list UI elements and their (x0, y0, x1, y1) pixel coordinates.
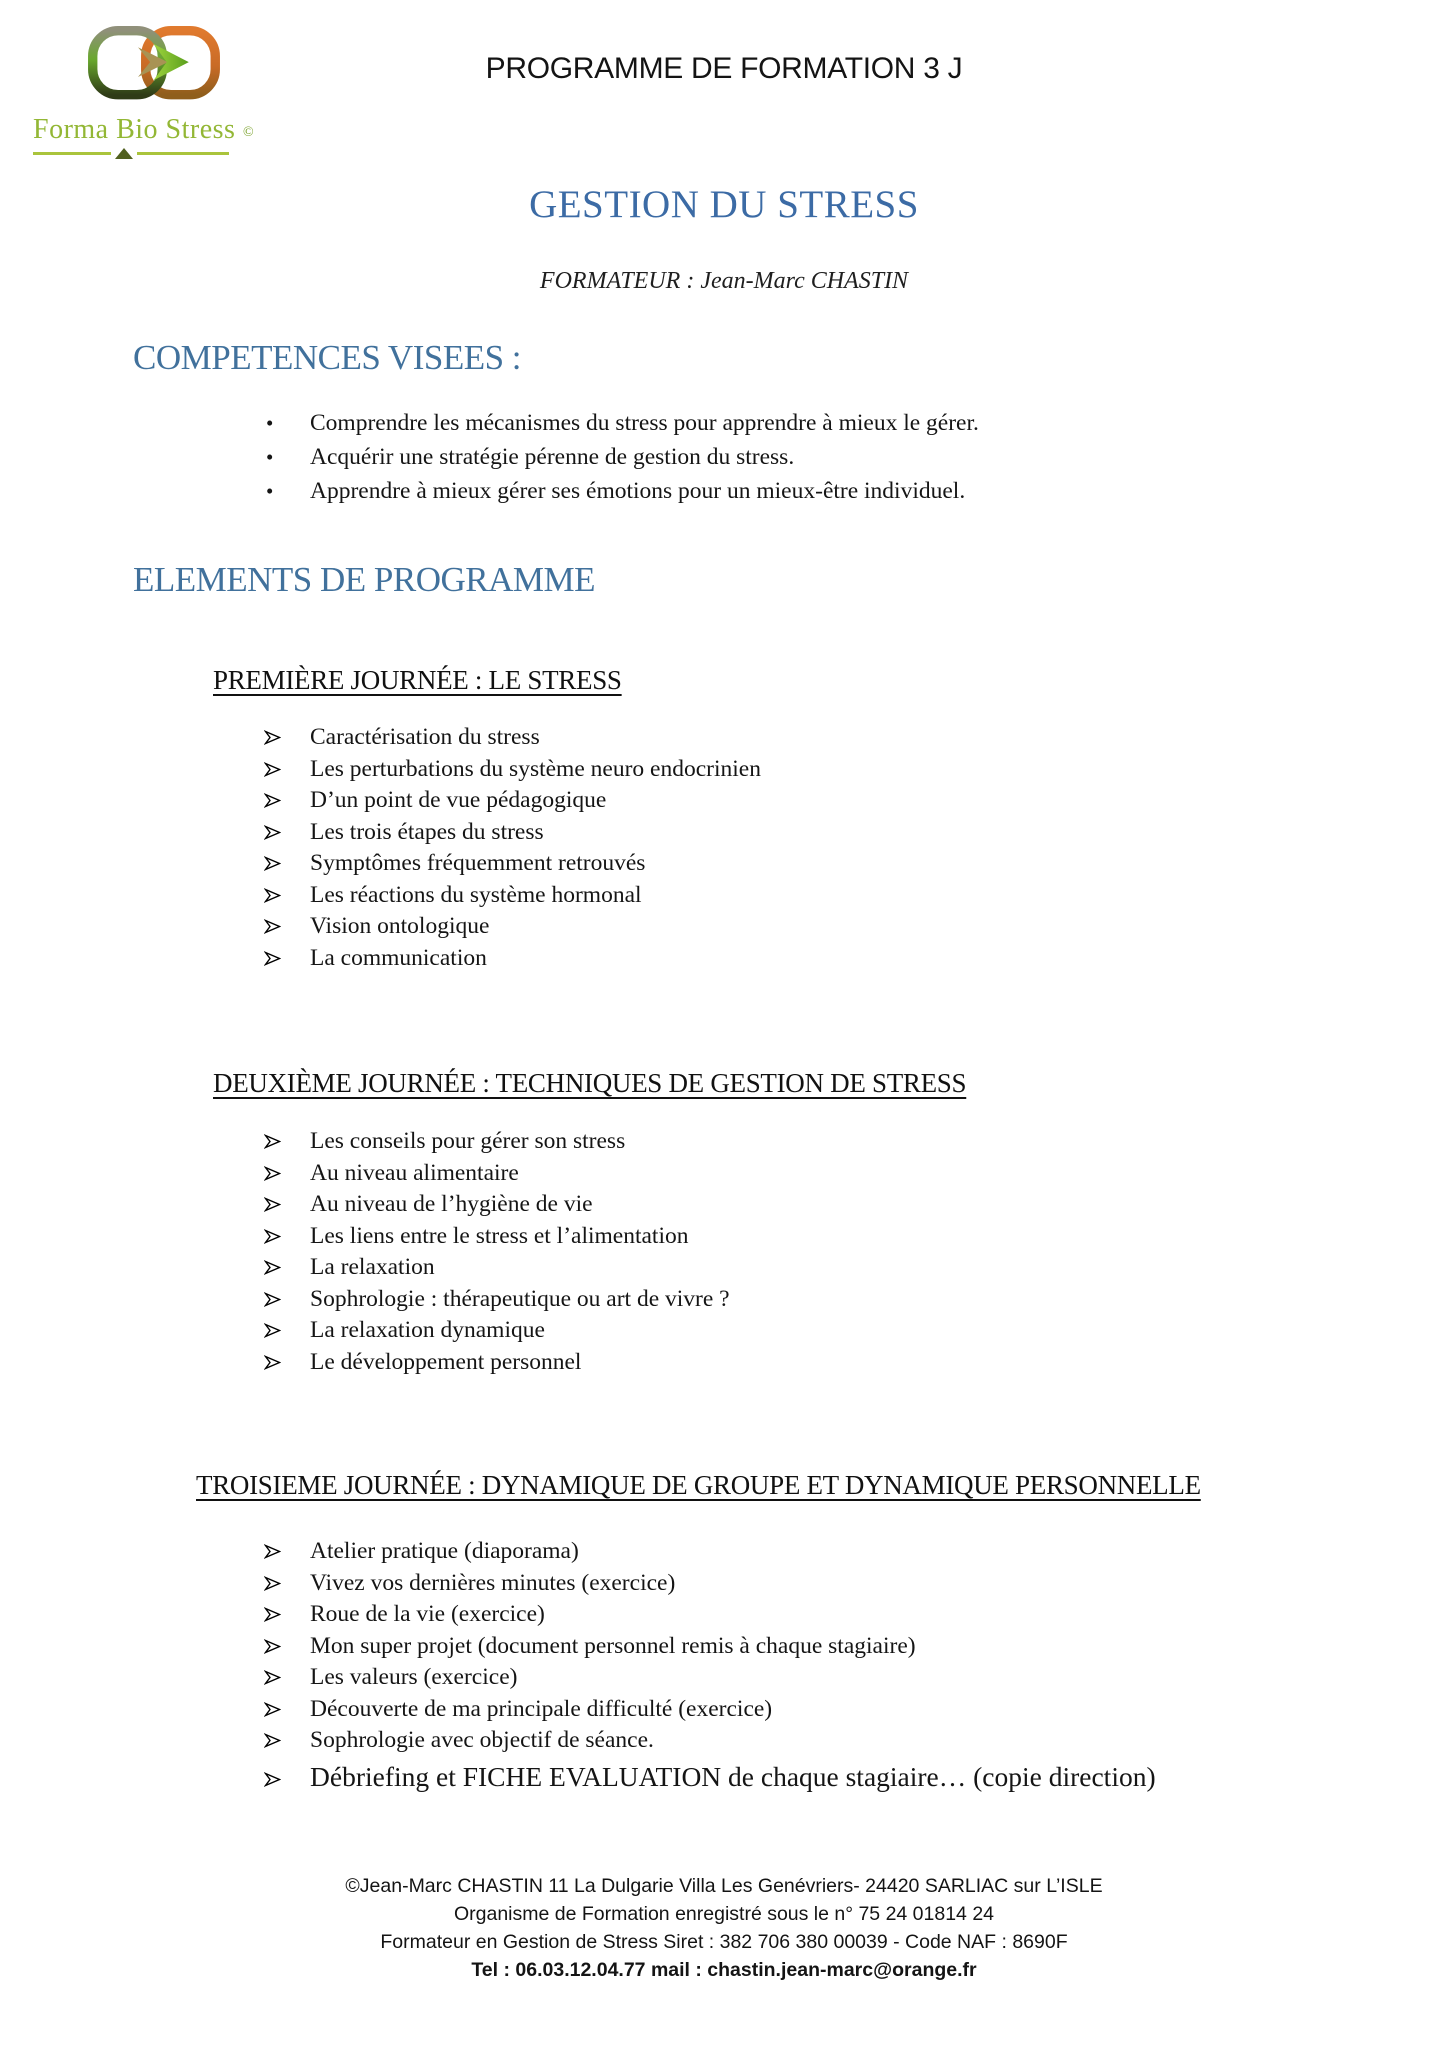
list-item (264, 1694, 1156, 1726)
footer-contact: Tel : 06.03.12.04.77 mail : chastin.jean-marc@orange.fr (471, 1959, 977, 1981)
list-item (264, 943, 761, 975)
list-item-text: Sophrologie : thérapeutique ou art de vivre ? (310, 1285, 730, 1312)
program-heading: ELEMENTS DE PROGRAMME (133, 560, 596, 599)
underline-segment (33, 152, 111, 155)
list-item-text: Au niveau alimentaire (310, 1159, 519, 1186)
list-item-text: Sophrologie avec objectif de séance. (310, 1727, 654, 1753)
list-item (264, 880, 761, 912)
arrowhead-bullet-icon (264, 1632, 310, 1664)
competences-heading: COMPETENCES VISEES : (133, 338, 522, 377)
list-item (264, 1284, 730, 1316)
arrowhead-bullet-icon (264, 1663, 310, 1695)
document-footer (0, 1872, 1448, 1984)
underline-segment (137, 152, 229, 155)
list-item (264, 1221, 730, 1253)
list-item (264, 848, 761, 880)
list-item-text: Comprendre les mécanismes du stress pour apprendre à mieux le gérer. (310, 410, 979, 436)
arrowhead-bullet-icon (264, 1127, 310, 1159)
arrowhead-bullet-icon (264, 944, 310, 976)
list-item (264, 1631, 1156, 1663)
list-item (266, 406, 979, 440)
list-item-text: Les trois étapes du stress (310, 818, 544, 845)
logo-underline (33, 148, 229, 159)
list-item-text: Les perturbations du système neuro endocrinien (310, 755, 761, 782)
copyright-icon: © (242, 125, 255, 140)
list-item-text: D’un point de vue pédagogique (310, 787, 607, 813)
day2-heading: DEUXIÈME JOURNÉE : TECHNIQUES DE GESTION DE STRESS (213, 1068, 967, 1098)
logo-text (33, 114, 283, 146)
list-item (264, 1252, 730, 1284)
list-item (264, 722, 761, 754)
list-item (264, 1725, 1156, 1757)
list-item (264, 1347, 730, 1379)
list-item (264, 754, 761, 786)
list-item (264, 785, 761, 817)
footer-address: ©Jean-Marc CHASTIN 11 La Dulgarie Villa Les Genévriers- 24420 SARLIAC sur L’ISLE (345, 1875, 1103, 1897)
list-item-text: Caractérisation du stress (310, 724, 540, 750)
footer-registration: Organisme de Formation enregistré sous le n° 75 24 01814 24 (453, 1903, 995, 1925)
forma-bio-stress-logo (33, 20, 283, 159)
arrowhead-bullet-icon (264, 1537, 310, 1569)
list-item-text: Apprendre à mieux gérer ses émotions pour un mieux-être individuel. (310, 478, 966, 504)
arrowhead-bullet-icon (264, 1695, 310, 1727)
list-item (264, 1568, 1156, 1600)
list-item (264, 1536, 1156, 1568)
bullet-dot-icon: • (266, 479, 274, 503)
arrowhead-bullet-icon (264, 755, 310, 787)
list-item-text: Découverte de ma principale difficulté (exercice) (310, 1695, 773, 1722)
day3-list (264, 1536, 1156, 1797)
bullet-dot-icon: • (266, 445, 274, 469)
page-title: GESTION DU STRESS (529, 183, 919, 226)
list-item (264, 1126, 730, 1158)
arrowhead-bullet-icon (264, 1758, 310, 1798)
list-item (264, 1599, 1156, 1631)
list-item-text: Acquérir une stratégie pérenne de gestion du stress. (310, 444, 795, 470)
arrowhead-bullet-icon (264, 723, 310, 755)
list-item-text: La relaxation dynamique (310, 1317, 545, 1343)
list-item-text: Symptômes fréquemment retrouvés (310, 850, 646, 876)
list-item (264, 817, 761, 849)
list-item-text: Atelier pratique (diaporama) (310, 1538, 579, 1564)
day1-heading: PREMIÈRE JOURNÉE : LE STRESS (213, 665, 622, 695)
arrowhead-bullet-icon (264, 1726, 310, 1758)
arrowhead-bullet-icon (264, 1190, 310, 1222)
arrowhead-bullet-icon (264, 1222, 310, 1254)
list-item-text: Les réactions du système hormonal (310, 881, 642, 908)
arrowhead-bullet-icon (264, 881, 310, 913)
arrowhead-bullet-icon (264, 1285, 310, 1317)
list-item-text: Roue de la vie (exercice) (310, 1601, 545, 1627)
arrowhead-bullet-icon (264, 1348, 310, 1380)
list-item-text: Les conseils pour gérer son stress (310, 1128, 626, 1154)
list-item-text: Le développement personnel (310, 1348, 582, 1375)
arrowhead-bullet-icon (264, 912, 310, 944)
day1-list (264, 722, 761, 974)
list-item-text: Vivez vos dernières minutes (exercice) (310, 1569, 676, 1596)
list-item-text: La communication (310, 944, 487, 971)
list-item-text: Vision ontologique (310, 913, 490, 939)
trainer-subtitle: FORMATEUR : Jean-Marc CHASTIN (539, 268, 909, 294)
list-item (264, 1662, 1156, 1694)
arrowhead-bullet-icon (264, 1253, 310, 1285)
arrowhead-bullet-icon (264, 786, 310, 818)
document-header-title: PROGRAMME DE FORMATION 3 J (485, 52, 963, 85)
list-item (264, 1189, 730, 1221)
footer-siret: Formateur en Gestion de Stress Siret : 382 706 380 00039 - Code NAF : 8690F (380, 1931, 1068, 1953)
list-item-text: La relaxation (310, 1254, 435, 1280)
triangle-icon (115, 148, 133, 159)
arrowhead-bullet-icon (264, 849, 310, 881)
list-item-text: Débriefing et FICHE EVALUATION de chaque stagiaire… (copie direction) (310, 1760, 1156, 1792)
list-item-text: Les valeurs (exercice) (310, 1664, 518, 1690)
arrowhead-bullet-icon (264, 818, 310, 850)
list-item (264, 911, 761, 943)
competences-list (266, 406, 979, 508)
day2-list (264, 1126, 730, 1378)
arrowhead-bullet-icon (264, 1569, 310, 1601)
list-item-text: Mon super projet (document personnel remis à chaque stagiaire) (310, 1632, 916, 1659)
brand-name: Forma Bio Stress (33, 114, 236, 145)
list-item (266, 474, 979, 508)
list-item (266, 440, 979, 474)
day3-heading: TROISIEME JOURNÉE : DYNAMIQUE DE GROUPE ET DYNAMIQUE PERSONNELLE (196, 1470, 1201, 1500)
arrowhead-bullet-icon (264, 1159, 310, 1191)
list-item-text: Les liens entre le stress et l’alimentation (310, 1222, 689, 1249)
list-item (264, 1757, 1156, 1797)
arrowhead-bullet-icon (264, 1316, 310, 1348)
arrowhead-bullet-icon (264, 1600, 310, 1632)
list-item-text: Au niveau de l’hygiène de vie (310, 1191, 593, 1217)
list-item (264, 1315, 730, 1347)
list-item (264, 1158, 730, 1190)
bullet-dot-icon: • (266, 411, 274, 435)
